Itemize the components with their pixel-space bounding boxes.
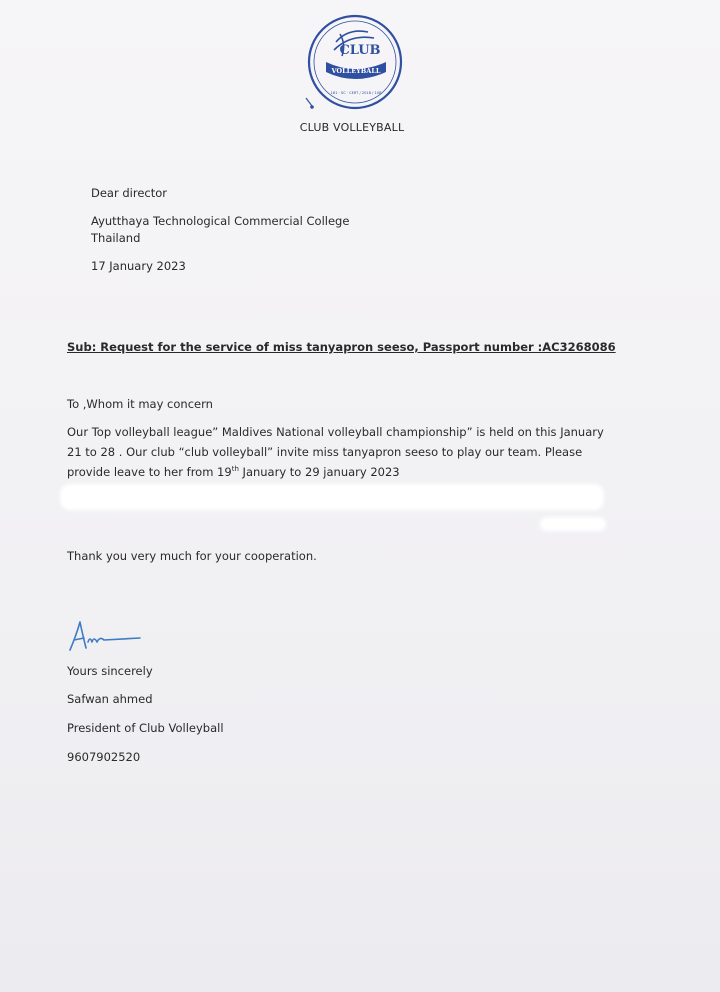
paragraph-text: January to 29 january 2023 [238, 465, 400, 479]
recipient-institution: Ayutthaya Technological Commercial College [91, 214, 350, 228]
salutation: Dear director [91, 186, 168, 200]
club-volleyball-logo [300, 14, 410, 116]
paragraph-text: provide leave to her from 19 [67, 465, 232, 479]
signer-title: President of Club Volleyball [67, 721, 224, 735]
signature-icon [64, 614, 154, 658]
ordinal-suffix: th [231, 465, 239, 473]
greeting: To ,Whom it may concern [67, 397, 213, 411]
redaction-bar [542, 519, 604, 529]
paragraph-line [67, 462, 627, 482]
svg-text:CLUB: CLUB [339, 43, 381, 58]
letter-date: 17 January 2023 [91, 259, 186, 273]
body-paragraph [67, 422, 627, 482]
redaction-bar [62, 486, 602, 508]
signer-name: Safwan ahmed [67, 692, 153, 706]
org-name: CLUB VOLLEYBALL [299, 121, 405, 134]
recipient-country: Thailand [91, 231, 141, 245]
subject-line: Sub: Request for the service of miss tanyapron seeso, Passport number :AC3268086 [67, 340, 616, 354]
signer-phone: 9607902520 [67, 750, 141, 764]
svg-text:181 · SC · CERT / 2018 / 108: 181 · SC · CERT / 2018 / 108 [330, 91, 382, 95]
sign-off: Yours sincerely [67, 664, 153, 678]
paragraph-line: 21 to 28 . Our club “club volleyball” invite miss tanyapron seeso to play our team. Please [67, 445, 583, 459]
paragraph-line: Our Top volleyball league” Maldives National volleyball championship” is held on this January [67, 425, 604, 439]
svg-text:VOLLEYBALL: VOLLEYBALL [331, 67, 381, 75]
thanks-line: Thank you very much for your cooperation. [67, 549, 317, 563]
